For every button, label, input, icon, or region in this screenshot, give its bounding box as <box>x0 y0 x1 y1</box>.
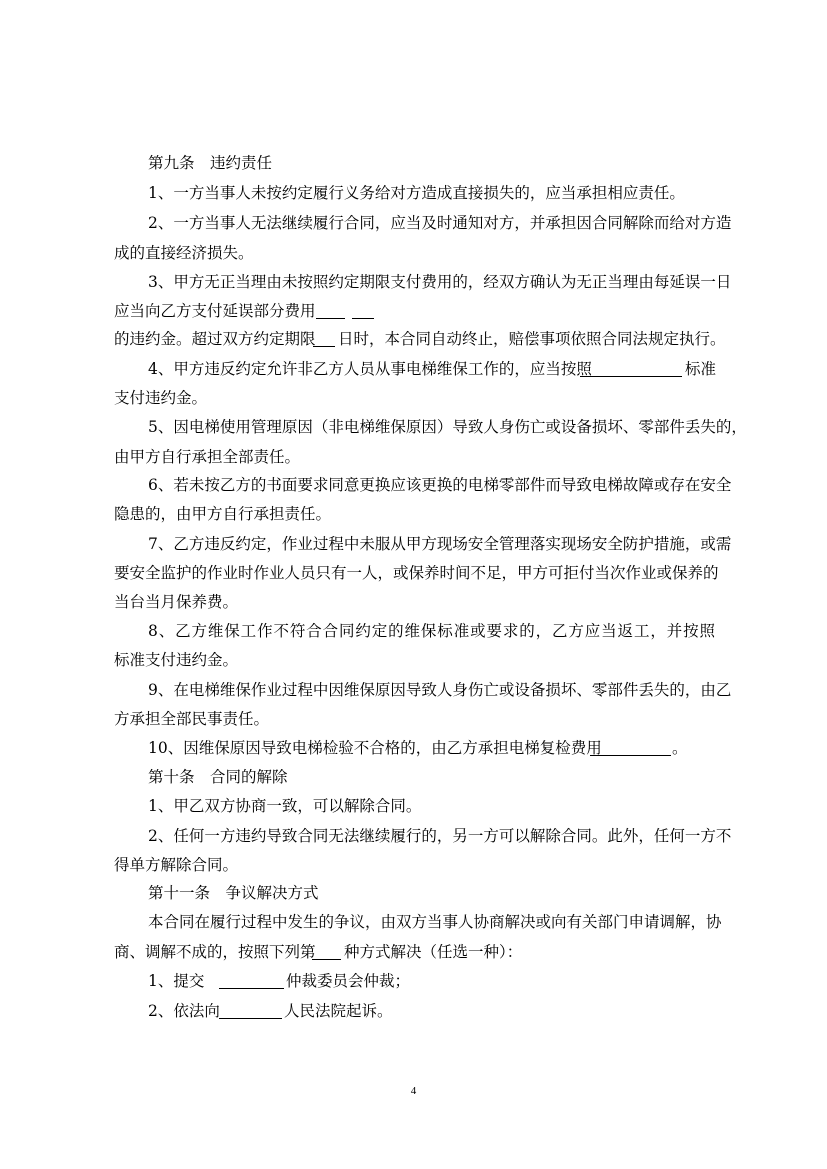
clause-9-4: 4、甲方违反约定允许非乙方人员从事电梯维保工作的，应当按照 标准 <box>148 360 717 378</box>
court-name-blank[interactable] <box>219 1002 282 1019</box>
clause-9-7-cont: 要安全监护的作业时作业人员只有一人，或保养时间不足，甲方可拒付当次作业或保养的 <box>114 564 719 582</box>
penalty-standard-blank[interactable] <box>580 360 682 377</box>
clause-9-1: 1、一方当事人未按约定履行义务给对方造成直接损失的，应当承担相应责任。 <box>148 184 685 202</box>
clause-9-9-cont: 方承担全部民事责任。 <box>114 710 270 728</box>
clause-9-5-cont: 由甲方自行承担全部责任。 <box>114 448 301 466</box>
clause-9-6: 6、若未按乙方的书面要求同意更换应该更换的电梯零部件而导致电梯故障或存在安全 <box>148 476 732 494</box>
arbitration-commission-blank[interactable] <box>219 972 284 989</box>
article-11-heading: 第十一条 争议解决方式 <box>148 884 319 902</box>
page-number: 4 <box>410 1085 417 1097</box>
clause-9-10: 10、因维保原因导致电梯检验不合格的，由乙方承担电梯复检费用 。 <box>148 739 688 757</box>
clause-9-8-cont: 标准支付违约金。 <box>114 651 239 669</box>
clause-9-4-cont: 支付违约金。 <box>114 389 208 407</box>
clause-9-5: 5、因电梯使用管理原因（非电梯维保原因）导致人身伤亡或设备损坏、零部件丢失的， <box>148 418 747 436</box>
article-10-heading: 第十条 合同的解除 <box>148 768 288 786</box>
clause-10-2: 2、任何一方违约导致合同无法继续履行的，另一方可以解除合同。此外，任何一方不 <box>148 827 732 845</box>
clause-9-2-cont: 成的直接经济损失。 <box>114 244 254 262</box>
dispute-paragraph-cont: 商、调解不成的，按照下列第 种方式解决（任选一种）： <box>114 943 523 961</box>
option-arbitration: 1、提交 仲裁委员会仲裁； <box>148 972 411 990</box>
reinspection-fee-blank[interactable] <box>590 739 671 756</box>
clause-9-9: 9、在电梯维保作业过程中因维保原因导致人身伤亡或设备损坏、零部件丢失的，由乙 <box>148 681 732 699</box>
article-9-heading: 第九条 违约责任 <box>148 154 273 172</box>
clause-9-6-cont: 隐患的，由甲方自行承担责任。 <box>114 505 332 523</box>
penalty-rate-blank-2[interactable] <box>352 302 374 319</box>
overdue-days-blank[interactable] <box>313 330 335 347</box>
dispute-paragraph: 本合同在履行过程中发生的争议，由双方当事人协商解决或向有关部门申请调解，协 <box>148 913 722 931</box>
clause-9-7-cont-2: 当台当月保养费。 <box>114 593 239 611</box>
clause-10-1: 1、甲乙双方协商一致，可以解除合同。 <box>148 797 422 815</box>
clause-9-7: 7、乙方违反约定，作业过程中未服从甲方现场安全管理落实现场安全防护措施，或需 <box>148 535 732 553</box>
clause-9-2: 2、一方当事人无法继续履行合同，应当及时通知对方，并承担因合同解除而给对方造 <box>148 214 732 232</box>
option-court: 2、依法向 人民法院起诉。 <box>148 1002 393 1020</box>
clause-9-3: 3、甲方无正当理由未按照约定期限支付费用的，经双方确认为无正当理由每延误一日 <box>148 273 732 291</box>
penalty-rate-blank[interactable] <box>316 302 345 319</box>
clause-9-3-cont: 应当向乙方支付延误部分费用 <box>0 296 827 326</box>
clause-9-8: 8、乙方维保工作不符合合同约定的维保标准或要求的，乙方应当返工，并按照 <box>148 622 715 640</box>
option-number-blank[interactable] <box>312 943 341 960</box>
clause-9-3-cont-2: 的违约金。超过双方约定期限 日时，本合同自动终止，赔偿事项依照合同法规定执行。 <box>114 330 726 348</box>
clause-10-2-cont: 得单方解除合同。 <box>114 856 239 874</box>
